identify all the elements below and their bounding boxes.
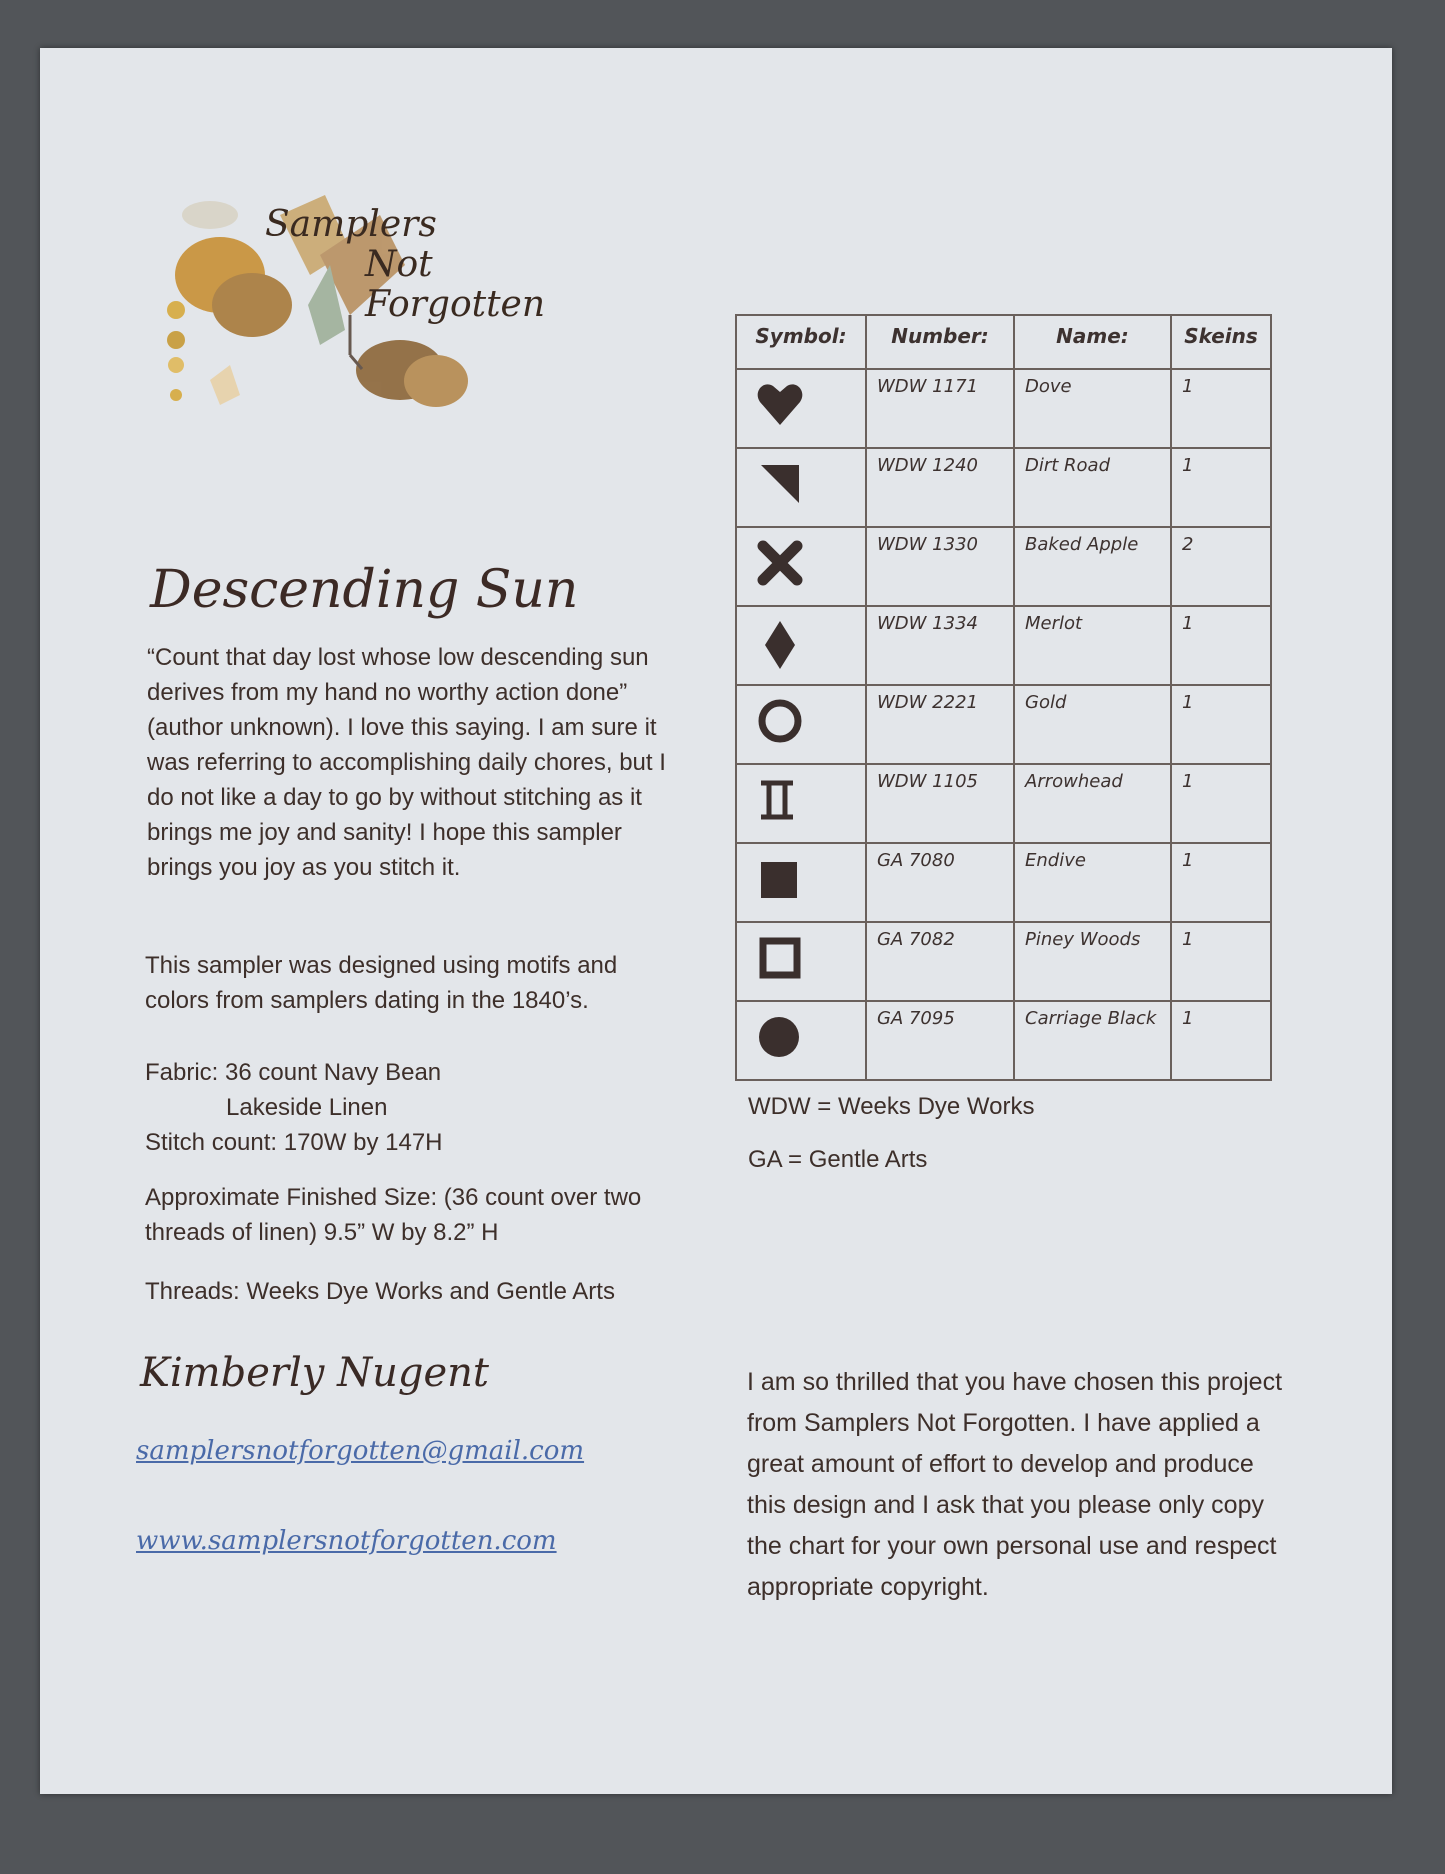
- symbol-cell: [736, 922, 866, 1001]
- table-row: [736, 922, 1271, 1001]
- threads-line: Threads: Weeks Dye Works and Gentle Arts: [145, 1278, 615, 1305]
- design-note: This sampler was designed using motifs and colors from samplers dating in the 1840’s.: [145, 952, 618, 1014]
- table-row: [736, 448, 1271, 527]
- name-cell: Baked Apple: [1014, 527, 1171, 606]
- number-cell: GA 7080: [866, 843, 1014, 922]
- legend-ga: GA = Gentle Arts: [748, 1146, 928, 1173]
- signature: Kimberly Nugent: [140, 1350, 489, 1396]
- table-row: [736, 764, 1271, 843]
- number-cell: WDW 1105: [866, 764, 1014, 843]
- number-cell: WDW 1240: [866, 448, 1014, 527]
- filled-circle-icon: [755, 1012, 805, 1062]
- ring-icon: [755, 696, 805, 746]
- page-title: Descending Sun: [150, 560, 579, 620]
- filled-square-icon: [755, 854, 805, 904]
- intro-paragraph: “Count that day lost whose low descending sun derives from my hand no worthy action done” (author unknown). I love this saying. I am sure it was referring to accomplishing daily chores, but I do not like a day to go by without stitching as it brings me joy and sanity! I hope this sampler brings you joy as you stitch it.: [147, 644, 666, 881]
- header-skeins: Skeins: [1171, 315, 1271, 369]
- table-row: [736, 369, 1271, 448]
- heart-icon: [755, 380, 805, 430]
- number-cell: WDW 1171: [866, 369, 1014, 448]
- symbol-cell: [736, 1001, 866, 1080]
- diamond-icon: [755, 617, 805, 673]
- number-cell: GA 7095: [866, 1001, 1014, 1080]
- name-cell: Merlot: [1014, 606, 1171, 685]
- logo-line-3: Forgotten: [365, 284, 546, 325]
- website-link[interactable]: www.samplersnotforgotten.com: [136, 1526, 557, 1556]
- table-row: [736, 843, 1271, 922]
- logo-line-1: Samplers: [265, 204, 437, 245]
- name-cell: Dirt Road: [1014, 448, 1171, 527]
- skeins-cell: 1: [1171, 685, 1271, 764]
- email-link[interactable]: samplersnotforgotten@gmail.com: [136, 1436, 585, 1466]
- triangle-icon: [755, 459, 805, 509]
- table-row: [736, 606, 1271, 685]
- number-cell: WDW 2221: [866, 685, 1014, 764]
- symbol-cell: [736, 606, 866, 685]
- thread-table: [735, 314, 1272, 1081]
- symbol-cell: [736, 448, 866, 527]
- header-number: Number:: [866, 315, 1014, 369]
- table-row: [736, 685, 1271, 764]
- skeins-cell: 1: [1171, 606, 1271, 685]
- name-cell: Piney Woods: [1014, 922, 1171, 1001]
- number-cell: GA 7082: [866, 922, 1014, 1001]
- symbol-cell: [736, 843, 866, 922]
- name-cell: Gold: [1014, 685, 1171, 764]
- skeins-cell: 1: [1171, 369, 1271, 448]
- table-row: [736, 527, 1271, 606]
- logo-line-2: Not: [365, 244, 433, 285]
- fabric-line: Fabric: 36 count Navy Bean: [145, 1059, 442, 1086]
- symbol-cell: [736, 685, 866, 764]
- number-cell: WDW 1330: [866, 527, 1014, 606]
- symbol-cell: [736, 527, 866, 606]
- name-cell: Arrowhead: [1014, 764, 1171, 843]
- table-row: [736, 1001, 1271, 1080]
- skeins-cell: 1: [1171, 922, 1271, 1001]
- header-name: Name:: [1014, 315, 1171, 369]
- skeins-cell: 1: [1171, 1001, 1271, 1080]
- name-cell: Endive: [1014, 843, 1171, 922]
- header-symbol: Symbol:: [736, 315, 866, 369]
- finished-size: Approximate Finished Size: (36 count over two threads of linen) 9.5” W by 8.2” H: [145, 1184, 642, 1246]
- skeins-cell: 2: [1171, 527, 1271, 606]
- legend-wdw: WDW = Weeks Dye Works: [748, 1093, 1035, 1120]
- open-square-icon: [755, 933, 805, 983]
- skeins-cell: 1: [1171, 764, 1271, 843]
- skeins-cell: 1: [1171, 448, 1271, 527]
- skeins-cell: 1: [1171, 843, 1271, 922]
- symbol-cell: [736, 369, 866, 448]
- symbol-cell: [736, 764, 866, 843]
- copyright-note: I am so thrilled that you have chosen this project from Samplers Not Forgotten. I have applied a great amount of effort to develop and produce this design and I ask that you please only copy the chart for your own personal use and respect appropriate copyright.: [747, 1368, 1283, 1601]
- name-cell: Carriage Black: [1014, 1001, 1171, 1080]
- ladder-icon: [755, 775, 805, 825]
- fabric-line-2: Lakeside Linen: [226, 1094, 388, 1121]
- number-cell: WDW 1334: [866, 606, 1014, 685]
- logo-text: [265, 205, 545, 325]
- stitch-count: Stitch count: 170W by 147H: [145, 1129, 443, 1156]
- x-cross-icon: [755, 538, 805, 588]
- name-cell: Dove: [1014, 369, 1171, 448]
- table-header-row: [736, 315, 1271, 369]
